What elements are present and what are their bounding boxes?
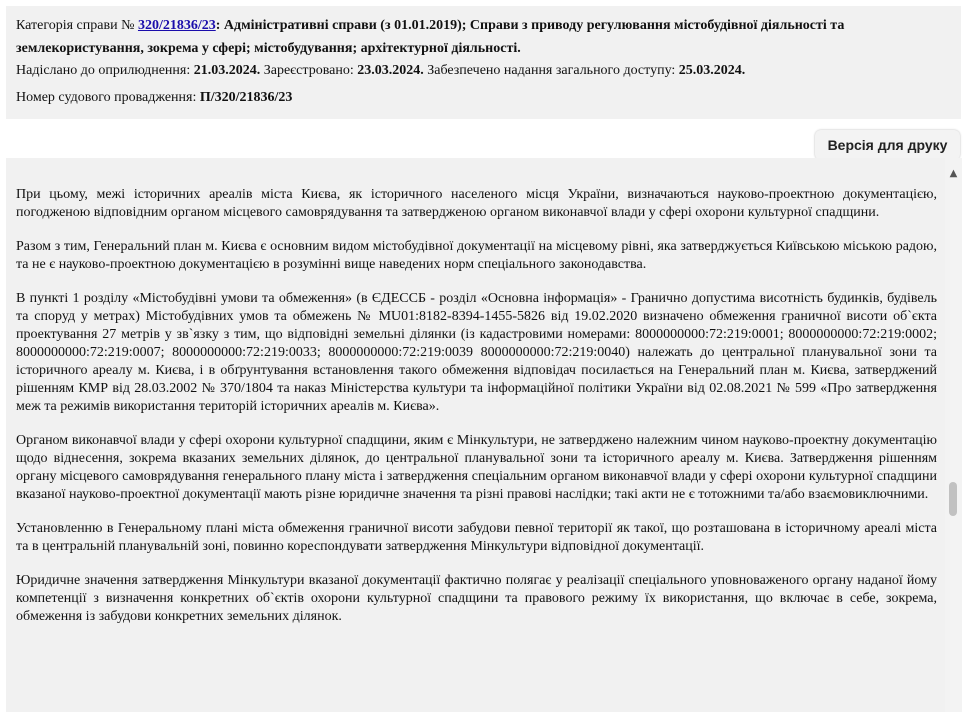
proceeding-label: Номер судового провадження:	[16, 89, 197, 105]
category-text: : Адміністративні справи (з 01.01.2019); Справи з приводу регулювання містобудівної діяльності та	[215, 18, 845, 33]
case-dates-line	[16, 60, 951, 83]
case-category-line-2	[16, 38, 951, 61]
print-version-button[interactable]: Версія для друку	[815, 130, 960, 160]
case-category-line	[16, 15, 951, 38]
sent-date: 21.03.2024.	[193, 63, 261, 78]
scrollbar-thumb[interactable]	[949, 482, 957, 516]
document-paragraph: При цьому, межі історичних ареалів міста Києва, як історичного населеного місця України, визначаються науково-проектною документацією, погодженою відповідним органом місцевого самоврядування та затвердженою органом виконавчої влади у сфері охорони культурної спадщини.	[16, 187, 937, 220]
access-label: Забезпечено надання загального доступу:	[427, 63, 676, 78]
registered-label: Зареєстровано:	[263, 63, 354, 78]
case-header	[6, 6, 961, 119]
category-text-2: землекористування, зокрема у сфері; містобудування; архітектурної діяльності.	[16, 40, 521, 56]
document-paragraph: Разом з тим, Генеральний план м. Києва є основним видом містобудівної документації на місцевому рівні, яка затверджується Київською міською радою, та не є науково-проектною документацією в розумінні вище наведених норм спеціального законодавства.	[16, 239, 937, 272]
document-viewer	[6, 158, 945, 712]
proceeding-line	[16, 87, 951, 110]
category-label: Категорія справи №	[16, 18, 135, 33]
registered-date: 23.03.2024.	[357, 63, 424, 78]
chevron-up-icon[interactable]: ▲	[949, 168, 958, 179]
sent-label: Надіслано до оприлюднення:	[16, 63, 191, 78]
document-scrollbar[interactable]	[945, 158, 962, 712]
document-paragraph: Установленню в Генеральному плані міста обмеження граничної висоти забудови певної території як такої, що розташована в історичному ареалі міста та в центральній планувальній зоні, повинно кореспондувати затвердження Мінкультури відповідної документації.	[16, 521, 937, 554]
document-paragraph: Органом виконавчої влади у сфері охорони культурної спадщини, яким є Мінкультури, не затверджено належним чином науково-проектну документацію щодо віднесення, зокрема вказаних земельних ділянок, до центральної планувальної зони та історичного ареалу м. Києва. Затвердження рішенням органу місцевого самоврядування генерального плану міста і затвердження спеціальним органом виконавчої влади у сфері охорони культурної спадщини вказаної науково-проектної документації мають різне юридичне значення та різні правові наслідки; такі акти не є тотожними та/або взаємовиключними.	[16, 433, 937, 502]
proceeding-number: П/320/21836/23	[199, 89, 293, 105]
document-paragraph: В пункті 1 розділу «Містобудівні умови та обмеження» (в ЄДЕССБ - розділ «Основна інформація» - Гранично допустима висотність будинків, будівель та споруд у метрах) Містобудівних умов та обмежень № MU01:8182-8394-1455-5826 від 19.02.2020 визначено обмеження граничної висоти об`єкта проектування 27 метрів у зв`язку з тим, що відповідні земельні ділянки (із кадастровими номерами: 8000000000:72:219:0001; 8000000000:72:219:0002; 8000000000:72:219:0007; 8000000000:72:219:0033; 8000000000:72:219:0039 8000000000:72:219:0040) належать до центральної планувальної зони та історичного ареалу м. Києва, і в обґрунтування встановлення такого обмеження відповідач посилається на Генеральний план м. Києва, затверджений рішенням КМР від 28.03.2002 № 370/1804 та наказ Міністерства культури та інформаційної політики України від 02.08.2021 № 599 «Про затвердження меж та режимів використання територій історичних ареалів м. Києва».	[16, 291, 937, 414]
case-number-link[interactable]: 320/21836/23	[137, 18, 216, 33]
document-content	[16, 186, 937, 642]
access-date: 25.03.2024.	[678, 63, 746, 78]
document-paragraph: Юридичне значення затвердження Мінкультури вказаної документації фактично полягає у реалізації спеціального уповноваженого органу наданої йому компетенції з визначення конкретних об`єктів охорони культурної спадщини та правового режиму їх використання, що включає в себе, зокрема, обмеження із забудови конкретних земельних ділянок.	[16, 573, 937, 624]
